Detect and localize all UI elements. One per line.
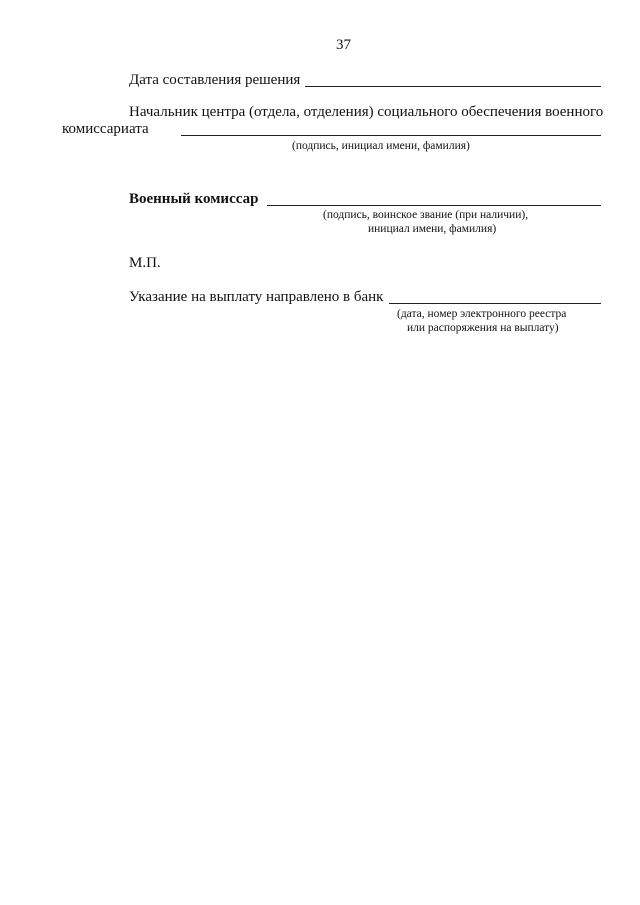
military-commissar-caption-line1: (подпись, воинское звание (при наличии),: [323, 209, 529, 221]
military-commissar-label: Военный комиссар: [129, 191, 259, 207]
payment-instruction-caption-line1: (дата, номер электронного реестра: [397, 308, 567, 320]
decision-date-line: [305, 86, 601, 87]
military-commissar-caption-line2: инициал имени, фамилия): [368, 223, 497, 235]
center-head-signature-line: [181, 135, 601, 136]
payment-instruction-caption-line2: или распоряжения на выплату): [407, 322, 559, 334]
center-head-line1: Начальник центра (отдела, отделения) социального обеспечения военного: [129, 104, 604, 120]
payment-instruction-label: Указание на выплату направлено в банк: [129, 289, 384, 305]
page-number: 37: [336, 37, 351, 53]
stamp-label: М.П.: [129, 255, 161, 271]
military-commissar-signature-line: [267, 205, 601, 206]
payment-instruction-line: [389, 303, 601, 304]
center-head-line2: комиссариата: [62, 121, 149, 137]
decision-date-label: Дата составления решения: [129, 72, 301, 88]
center-head-caption: (подпись, инициал имени, фамилия): [292, 140, 470, 152]
